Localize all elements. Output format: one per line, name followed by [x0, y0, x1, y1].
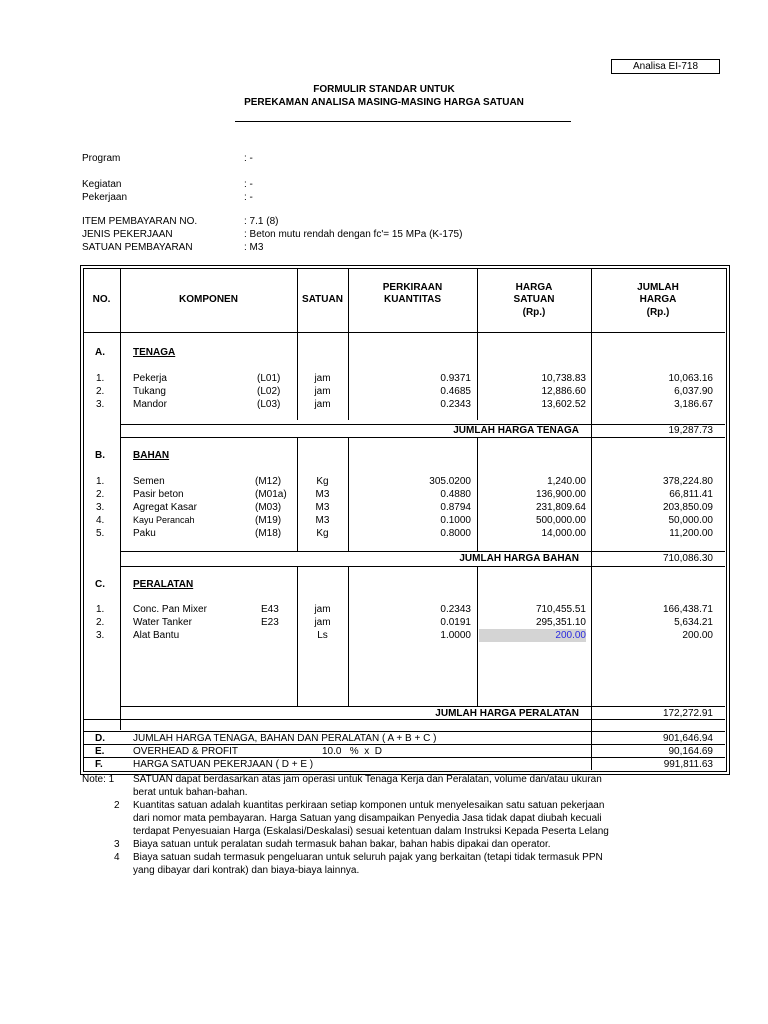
- note-line: terdapat Penyesuaian Harga (Eskalasi/Deskalasi) sesuai ketentuan dalam Instruksi Kepada Peserta Lelang: [133, 826, 609, 837]
- col-divider-komponen: [297, 268, 298, 420]
- row-kuantitas: 0.4880: [440, 489, 471, 500]
- form-title-line1: FORMULIR STANDAR UNTUK: [313, 84, 455, 95]
- row-komponen: Water Tanker: [133, 617, 192, 628]
- summary-label: OVERHEAD & PROFIT: [133, 746, 239, 757]
- note-line: Kuantitas satuan adalah kuantitas perkiraan setiap komponen untuk menyelesaikan satu satuan pekerjaan: [133, 800, 605, 811]
- jenis-value: : Beton mutu rendah dengan fc'= 15 MPa (K-175): [244, 229, 463, 240]
- subtotal-tenaga-label: JUMLAH HARGA TENAGA: [453, 425, 579, 436]
- row-komponen: Mandor: [133, 399, 167, 410]
- section-letter: B.: [95, 450, 105, 461]
- subtotal-bahan-value: 710,086.30: [662, 553, 713, 564]
- row-satuan: Kg: [316, 528, 329, 539]
- row-harga-satuan: 295,351.10: [535, 617, 586, 628]
- row-jumlah-harga: 203,850.09: [662, 502, 713, 513]
- row-komponen: Paku: [133, 528, 156, 539]
- row-harga-satuan: 10,738.83: [541, 373, 586, 384]
- row-jumlah-harga: 378,224.80: [662, 476, 713, 487]
- program-value: : -: [244, 153, 253, 164]
- subtotal-bahan-top-rule: [120, 551, 725, 552]
- row-kuantitas: 0.4685: [440, 386, 471, 397]
- col-divider-no: [120, 268, 121, 730]
- row-no: 5.: [96, 528, 105, 539]
- row-no: 1.: [96, 476, 105, 487]
- row-no: 2.: [96, 489, 105, 500]
- section-letter: C.: [95, 579, 105, 590]
- col-header-kuantitas: PERKIRAAN: [382, 282, 443, 293]
- row-harga-satuan: 12,886.60: [541, 386, 586, 397]
- row-code: (M19): [255, 515, 282, 526]
- row-jumlah-harga: 11,200.00: [669, 528, 713, 539]
- note-line: dari nomor mata pembayaran. Harga Satuan yang disampaikan Penyedia Jasa tidak dapat diubah kecuali: [133, 813, 602, 824]
- row-kuantitas: 0.0191: [440, 617, 471, 628]
- row-code: (L03): [257, 399, 281, 410]
- subtotal-peralatan-bottom-rule: [83, 719, 725, 720]
- row-no: 1.: [96, 604, 105, 615]
- row-komponen: Pekerja: [133, 373, 167, 384]
- col-header-jumlah-harga: HARGA: [639, 294, 677, 305]
- row-satuan: jam: [314, 399, 331, 410]
- subtotal-peralatan-top-rule: [120, 706, 725, 707]
- row-komponen: Alat Bantu: [133, 630, 180, 641]
- kegiatan-label: Kegiatan: [82, 179, 122, 190]
- summary-label: HARGA SATUAN PEKERJAAN ( D + E ): [133, 759, 314, 770]
- note-line: Biaya satuan untuk peralatan sudah termasuk bahan bakar, bahan habis dipakai dan operator.: [133, 839, 551, 850]
- kegiatan-value: : -: [244, 179, 253, 190]
- note-number: 4: [114, 852, 120, 863]
- row-harga-satuan: 231,809.64: [535, 502, 586, 513]
- program-label: Program: [82, 153, 121, 164]
- col-header-jumlah-harga: (Rp.): [646, 307, 670, 318]
- row-satuan: jam: [314, 617, 331, 628]
- row-kuantitas: 305.0200: [429, 476, 471, 487]
- row-harga-satuan: 500,000.00: [535, 515, 586, 526]
- summary-letter: F.: [95, 759, 103, 770]
- section-title-peralatan: PERALATAN: [133, 579, 194, 590]
- row-jumlah-harga: 200.00: [682, 630, 713, 641]
- row-code: (L01): [257, 373, 281, 384]
- subtotal-peralatan-label: JUMLAH HARGA PERALATAN: [435, 708, 579, 719]
- note-line: berat untuk bahan-bahan.: [133, 787, 248, 798]
- row-kuantitas: 0.9371: [440, 373, 471, 384]
- satuan-value: : M3: [244, 242, 264, 253]
- row-satuan: M3: [315, 502, 330, 513]
- title-underline: [235, 121, 571, 122]
- col-header-komponen: KOMPONEN: [179, 294, 238, 305]
- col-header-kuantitas: KUANTITAS: [383, 294, 442, 305]
- col-header-harga-satuan: HARGA: [515, 282, 553, 293]
- row-code: (L02): [257, 386, 281, 397]
- col-header-harga-satuan: SATUAN: [513, 294, 555, 305]
- col-header-satuan: SATUAN: [302, 294, 343, 305]
- summary-value: 901,646.94: [662, 733, 713, 744]
- row-no: 2.: [96, 617, 105, 628]
- subtotal-tenaga-value: 19,287.73: [668, 425, 713, 436]
- row-komponen: Agregat Kasar: [133, 502, 197, 513]
- row-harga-satuan: 1,240.00: [547, 476, 586, 487]
- row-jumlah-harga: 5,634.21: [674, 617, 713, 628]
- row-code: E43: [261, 604, 279, 615]
- col-header-harga-satuan: (Rp.): [522, 307, 546, 318]
- row-jumlah-harga: 166,438.71: [662, 604, 713, 615]
- row-harga-satuan: 13,602.52: [541, 399, 586, 410]
- row-jumlah-harga: 6,037.90: [674, 386, 713, 397]
- row-kuantitas: 0.8000: [440, 528, 471, 539]
- col-header-jumlah-harga: JUMLAH: [637, 282, 679, 293]
- row-kuantitas: 0.2343: [440, 399, 471, 410]
- row-komponen: Semen: [133, 476, 165, 487]
- row-harga-satuan: 136,900.00: [535, 489, 586, 500]
- row-kuantitas: 0.1000: [440, 515, 471, 526]
- col-divider-kuantitas: [477, 567, 478, 706]
- row-komponen: Kayu Perancah: [133, 515, 195, 525]
- row-code: (M12): [255, 476, 282, 487]
- row-komponen: Tukang: [133, 386, 166, 397]
- summary-letter: D.: [95, 733, 105, 744]
- row-code: (M03): [255, 502, 282, 513]
- row-no: 1.: [96, 373, 105, 384]
- row-satuan: jam: [314, 386, 331, 397]
- note-line: SATUAN dapat berdasarkan atas jam operasi untuk Tenaga Kerja dan Peralatan, volume dan/atau ukuran: [133, 774, 602, 785]
- section-title-tenaga: TENAGA: [133, 347, 176, 358]
- note-line: yang dibayar dari kontrak) dan biaya-biaya lainnya.: [133, 865, 360, 876]
- row-satuan: jam: [314, 604, 331, 615]
- row-kuantitas: 0.8794: [440, 502, 471, 513]
- item-label: ITEM PEMBAYARAN NO.: [82, 216, 198, 227]
- summary-value: 991,811.63: [663, 759, 713, 770]
- row-satuan: Kg: [316, 476, 329, 487]
- subtotal-peralatan-value: 172,272.91: [662, 708, 713, 719]
- row-satuan: M3: [315, 515, 330, 526]
- pekerjaan-label: Pekerjaan: [82, 192, 128, 203]
- row-jumlah-harga: 50,000.00: [668, 515, 713, 526]
- row-jumlah-harga: 3,186.67: [674, 399, 713, 410]
- row-satuan: Ls: [317, 630, 328, 641]
- row-no: 3.: [96, 630, 105, 641]
- summary-e-top-rule: [83, 744, 725, 745]
- row-komponen: Pasir beton: [133, 489, 184, 500]
- row-kuantitas: 0.2343: [440, 604, 471, 615]
- row-harga-satuan-input[interactable]: 200.00: [479, 629, 586, 642]
- summary-d-top-rule: [83, 731, 725, 732]
- subtotal-tenaga-bottom-rule: [120, 437, 725, 438]
- row-satuan: jam: [314, 373, 331, 384]
- note-number: 2: [114, 800, 120, 811]
- row-code: E23: [261, 617, 279, 628]
- row-no: 3.: [96, 399, 105, 410]
- jenis-label: JENIS PEKERJAAN: [82, 229, 173, 240]
- row-no: 2.: [96, 386, 105, 397]
- summary-label: JUMLAH HARGA TENAGA, BAHAN DAN PERALATAN ( A + B + C ): [133, 733, 437, 744]
- row-jumlah-harga: 66,811.41: [669, 489, 713, 500]
- pekerjaan-value: : -: [244, 192, 253, 203]
- note-line: Biaya satuan sudah termasuk pengeluaran untuk seluruh pajak yang berkaitan (tetapi tidak termasuk PPN: [133, 852, 603, 863]
- row-code: (M18): [255, 528, 282, 539]
- row-code: (M01a): [255, 489, 287, 500]
- summary-overhead-rate: 10.0 % x D: [322, 746, 383, 757]
- section-title-bahan: BAHAN: [133, 450, 170, 461]
- reference-code: Analisa EI-718: [611, 59, 720, 74]
- row-kuantitas: 1.0000: [440, 630, 471, 641]
- summary-letter: E.: [95, 746, 105, 757]
- header-bottom-rule: [83, 332, 725, 333]
- row-harga-satuan: 14,000.00: [541, 528, 586, 539]
- subtotal-bahan-bottom-rule: [120, 566, 725, 567]
- satuan-label: SATUAN PEMBAYARAN: [82, 242, 193, 253]
- summary-value: 90,164.69: [668, 746, 713, 757]
- note-prefix: Note: 1: [82, 774, 115, 785]
- row-no: 3.: [96, 502, 105, 513]
- row-jumlah-harga: 10,063.16: [668, 373, 713, 384]
- row-satuan: M3: [315, 489, 330, 500]
- row-harga-satuan: 710,455.51: [535, 604, 586, 615]
- row-komponen: Conc. Pan Mixer: [133, 604, 207, 615]
- col-header-no: NO.: [92, 294, 111, 305]
- subtotal-bahan-label: JUMLAH HARGA BAHAN: [459, 553, 579, 564]
- row-no: 4.: [96, 515, 105, 526]
- item-value: : 7.1 (8): [244, 216, 279, 227]
- note-number: 3: [114, 839, 120, 850]
- form-title-line2: PEREKAMAN ANALISA MASING-MASING HARGA SATUAN: [244, 97, 524, 108]
- summary-f-top-rule: [83, 757, 725, 758]
- section-letter: A.: [95, 347, 105, 358]
